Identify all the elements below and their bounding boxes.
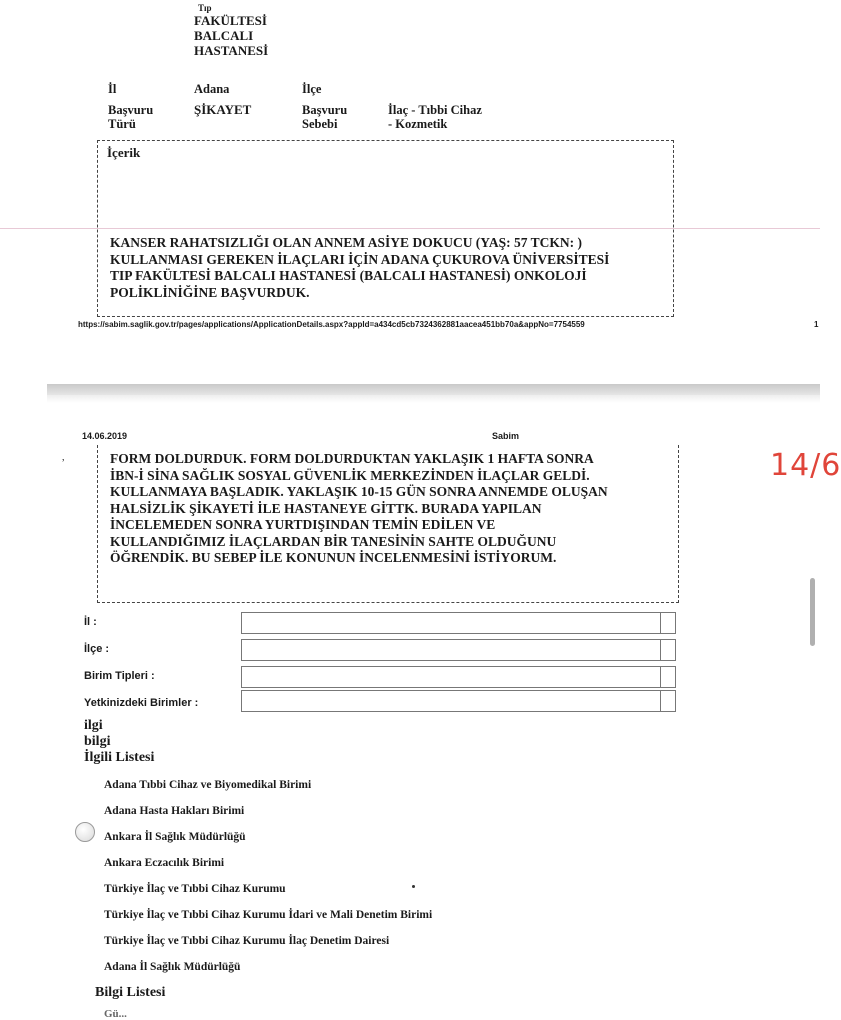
scrollbar[interactable] (810, 578, 815, 646)
page-number: 1 (814, 320, 819, 329)
il-field-label: İl : (84, 616, 97, 628)
print-date: 14.06.2019 (82, 431, 128, 441)
ilgi-heading: ilgi (84, 718, 103, 733)
il-select[interactable] (241, 612, 661, 634)
ilce-label: İlçe (302, 82, 322, 96)
icerik-box (97, 140, 674, 317)
basvuru-sebebi-value (388, 103, 482, 131)
hospital-line-3: HASTANESİ (194, 43, 269, 58)
yetkinizdeki-birimler-select[interactable] (241, 690, 661, 712)
icerik-text-2: FORM DOLDURDUK. FORM DOLDURDUKTAN YAKLAŞIK 1 HAFTA SONRA İBN-İ SİNA SAĞLIK SOSYAL GÜVENLİK MERKEZİNDEN İLAÇLAR GELDİ. KULLANMAYA BAŞLADIK. YAKLAŞIK 10-15 GÜN SONRA ANNEMDE OLUŞAN HALSİZLİK ŞİKAYETİ İLE HASTANEYE GİTTK. BURADA YAPILAN İNCELEMEDEN SONRA YURTDIŞINDAN TEMİN EDİLEN VE KULLANDIĞIMIZ İLAÇLARDAN BİR TANESİNİN SAHTE OLDUĞUNU ÖĞRENDİK. BU SEBEP İLE KONUNUN İNCELENMESİNİ İSTİYORUM. (110, 451, 608, 565)
ilgili-list-item: Ankara İl Sağlık Müdürlüğü (104, 831, 246, 843)
ilgili-list-item: Ankara Eczacılık Birimi (104, 857, 225, 869)
basvuru-turu-label-line2: Türü (108, 117, 136, 131)
cut-off-text: Gü... (104, 1008, 127, 1020)
page-url: https://sabim.saglik.gov.tr/pages/applications/ApplicationDetails.aspx?appId=a434cd5cb7324362881aacea451bb70a&appNo=7754559 (78, 320, 585, 329)
basvuru-sebebi-label (302, 103, 347, 131)
ilce-field-label: İlçe : (84, 643, 110, 655)
ilgili-list-item: Adana İl Sağlık Müdürlüğü (104, 961, 241, 973)
ilgili-list-item: Türkiye İlaç ve Tıbbi Cihaz Kurumu (104, 883, 286, 895)
il-dropdown-button[interactable] (660, 612, 676, 634)
il-label: İl (108, 82, 117, 96)
hospital-line-2: BALCALI (194, 28, 254, 43)
birim-tipleri-field-label: Birim Tipleri : (84, 670, 155, 682)
ilgili-list-item: Türkiye İlaç ve Tıbbi Cihaz Kurumu İdari ve Mali Denetim Birimi (104, 909, 433, 921)
il-value: Adana (194, 82, 230, 96)
bilgi-listesi-heading: Bilgi Listesi (95, 985, 166, 1000)
bilgi-heading: bilgi (84, 734, 111, 749)
birim-tipleri-dropdown-button[interactable] (660, 666, 676, 688)
ilce-dropdown-button[interactable] (660, 639, 676, 661)
yetkinizdeki-birimler-dropdown-button[interactable] (660, 690, 676, 712)
ilgili-list-item: Adana Hasta Hakları Birimi (104, 805, 245, 817)
icerik-label: İçerik (107, 145, 141, 160)
ilgili-listesi-heading: İlgili Listesi (84, 750, 155, 765)
basvuru-turu-value: ŞİKAYET (194, 102, 252, 117)
page-separator-shadow (47, 395, 820, 403)
system-name: Sabim (492, 431, 520, 441)
ilce-select[interactable] (241, 639, 661, 661)
yetkinizdeki-birimler-field-label: Yetkinizdeki Birimler : (84, 697, 199, 709)
basvuru-turu-label (108, 103, 153, 131)
basvuru-sebebi-label-line2: Sebebi (302, 117, 338, 131)
hospital-name (194, 4, 268, 58)
icerik-box-continued (97, 445, 679, 603)
page-separator (47, 384, 820, 395)
basvuru-turu-label-line1: Başvuru (108, 103, 154, 117)
basvuru-sebebi-value-line2: - Kozmetik (388, 117, 448, 131)
basvuru-sebebi-value-line1: İlaç - Tıbbi Cihaz (388, 103, 482, 117)
hospital-line-0: Tıp (198, 3, 212, 13)
handwritten-note: 14/6 (770, 448, 841, 483)
radio-button[interactable] (75, 822, 95, 842)
basvuru-sebebi-label-line1: Başvuru (302, 103, 348, 117)
icerik-text-1: KANSER RAHATSIZLIĞI OLAN ANNEM ASİYE DOKUCU (YAŞ: 57 TCKN: ) KULLANMASI GEREKEN İLAÇLARI İÇİN ADANA ÇUKUROVA ÜNİVERSİTESİ TIP FAKÜLTESİ BALCALI HASTANESİ (BALCALI HASTANESİ) ONKOLOJİ POLİKLİNİĞİNE BAŞVURDUK. (110, 235, 610, 300)
birim-tipleri-select[interactable] (241, 666, 661, 688)
tick-mark: , (62, 452, 65, 463)
ilgili-list-item: Türkiye İlaç ve Tıbbi Cihaz Kurumu İlaç Denetim Dairesi (104, 935, 390, 947)
ilgili-list-item: Adana Tıbbi Cihaz ve Biyomedikal Birimi (104, 779, 312, 791)
stray-dot (412, 885, 415, 888)
hospital-line-1: FAKÜLTESİ (194, 13, 267, 28)
